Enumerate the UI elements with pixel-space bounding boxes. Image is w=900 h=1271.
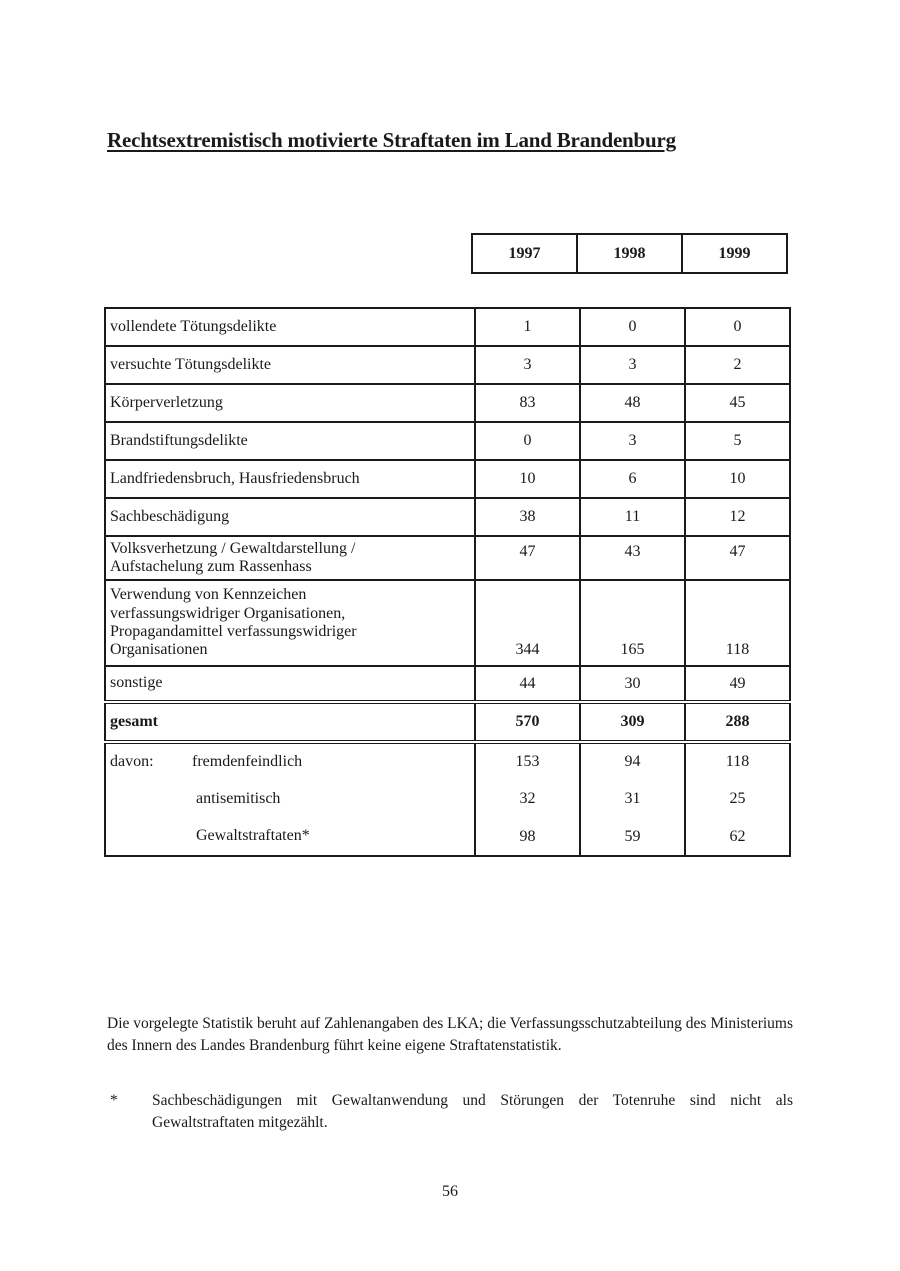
page-number: 56 (442, 1183, 458, 1200)
value-cell: 11 (580, 498, 685, 536)
value-cell: 83 (475, 384, 580, 422)
row-label: Landfriedensbruch, Hausfriedensbruch (105, 460, 475, 498)
year-header: 1998 (577, 234, 682, 273)
footnote-marker: * (110, 1092, 118, 1109)
value-cell: 10 (475, 460, 580, 498)
value-cell: 3 (475, 346, 580, 384)
row-label (105, 580, 475, 666)
value-cell: 47 (475, 536, 580, 580)
row-label-line: Verwendung von Kennzeichen (110, 586, 307, 604)
value-cell: 25 (685, 780, 790, 818)
value-cell: 49 (685, 666, 790, 702)
value-cell: 5 (685, 422, 790, 460)
total-row (105, 702, 790, 742)
davon-row (105, 818, 790, 856)
value-cell: 0 (685, 308, 790, 346)
footnote (107, 1090, 793, 1133)
row-label-line: Volksverhetzung / Gewaltdarstellung / (110, 539, 356, 557)
value-cell: 3 (580, 422, 685, 460)
total-label: gesamt (105, 702, 475, 742)
value-cell: 32 (475, 780, 580, 818)
value-cell: 344 (475, 580, 580, 666)
table-row (105, 308, 790, 346)
value-cell: 45 (685, 384, 790, 422)
value-cell: 62 (685, 818, 790, 856)
year-header-table (471, 233, 788, 274)
row-label: sonstige (105, 666, 475, 702)
year-header-row (472, 234, 787, 273)
statistics-table (104, 307, 791, 857)
row-label (105, 536, 475, 580)
value-cell: 38 (475, 498, 580, 536)
table-row (105, 460, 790, 498)
value-cell: 165 (580, 580, 685, 666)
value-cell: 98 (475, 818, 580, 856)
value-cell: 47 (685, 536, 790, 580)
row-label (105, 818, 475, 856)
table-row (105, 498, 790, 536)
value-cell: 0 (580, 308, 685, 346)
table-row (105, 536, 790, 580)
row-label (105, 780, 475, 818)
table-row (105, 666, 790, 702)
value-cell: 10 (685, 460, 790, 498)
page-title: Rechtsextremistisch motivierte Straftaten im Land Brandenburg (107, 128, 676, 152)
value-cell: 43 (580, 536, 685, 580)
davon-prefix: davon: (110, 752, 154, 770)
value-cell: 1 (475, 308, 580, 346)
value-cell: 3 (580, 346, 685, 384)
table-row (105, 346, 790, 384)
value-cell: 48 (580, 384, 685, 422)
total-value: 570 (475, 702, 580, 742)
value-cell: 30 (580, 666, 685, 702)
value-cell: 0 (475, 422, 580, 460)
row-label: vollendete Tötungsdelikte (105, 308, 475, 346)
row-label (105, 742, 475, 780)
total-value: 309 (580, 702, 685, 742)
table-row (105, 580, 790, 666)
davon-row (105, 742, 790, 780)
year-header: 1997 (472, 234, 577, 273)
row-label: Sachbeschädigung (105, 498, 475, 536)
value-cell: 12 (685, 498, 790, 536)
davon-label: fremdenfeindlich (192, 752, 303, 770)
row-label: versuchte Tötungsdelikte (105, 346, 475, 384)
value-cell: 153 (475, 742, 580, 780)
value-cell: 118 (685, 580, 790, 666)
row-label-line: Organisationen (110, 641, 208, 659)
davon-label: Gewaltstraftaten* (196, 827, 310, 845)
value-cell: 118 (685, 742, 790, 780)
total-value: 288 (685, 702, 790, 742)
source-note: Die vorgelegte Statistik beruht auf Zahlenangaben des LKA; die Verfassungsschutzabteilung des Ministeriums des Innern des Landes Brandenburg führt keine eigene Straftatenstatistik. (107, 1015, 794, 1054)
row-label: Brandstiftungsdelikte (105, 422, 475, 460)
value-cell: 31 (580, 780, 685, 818)
value-cell: 59 (580, 818, 685, 856)
value-cell: 6 (580, 460, 685, 498)
davon-label: antisemitisch (196, 789, 281, 807)
row-label-line: Propagandamittel verfassungswidriger (110, 623, 357, 640)
row-label: Körperverletzung (105, 384, 475, 422)
table-row (105, 384, 790, 422)
value-cell: 2 (685, 346, 790, 384)
year-header: 1999 (682, 234, 787, 273)
value-cell: 94 (580, 742, 685, 780)
davon-row (105, 780, 790, 818)
row-label-line: verfassungswidriger Organisationen, (110, 604, 346, 622)
footnote-text: Sachbeschädigungen mit Gewaltanwendung und Störungen der Totenruhe sind nicht als Gewaltstraftaten mitgezählt. (152, 1092, 793, 1131)
table-row (105, 422, 790, 460)
row-label-line: Aufstachelung zum Rassenhass (110, 558, 312, 575)
value-cell: 44 (475, 666, 580, 702)
